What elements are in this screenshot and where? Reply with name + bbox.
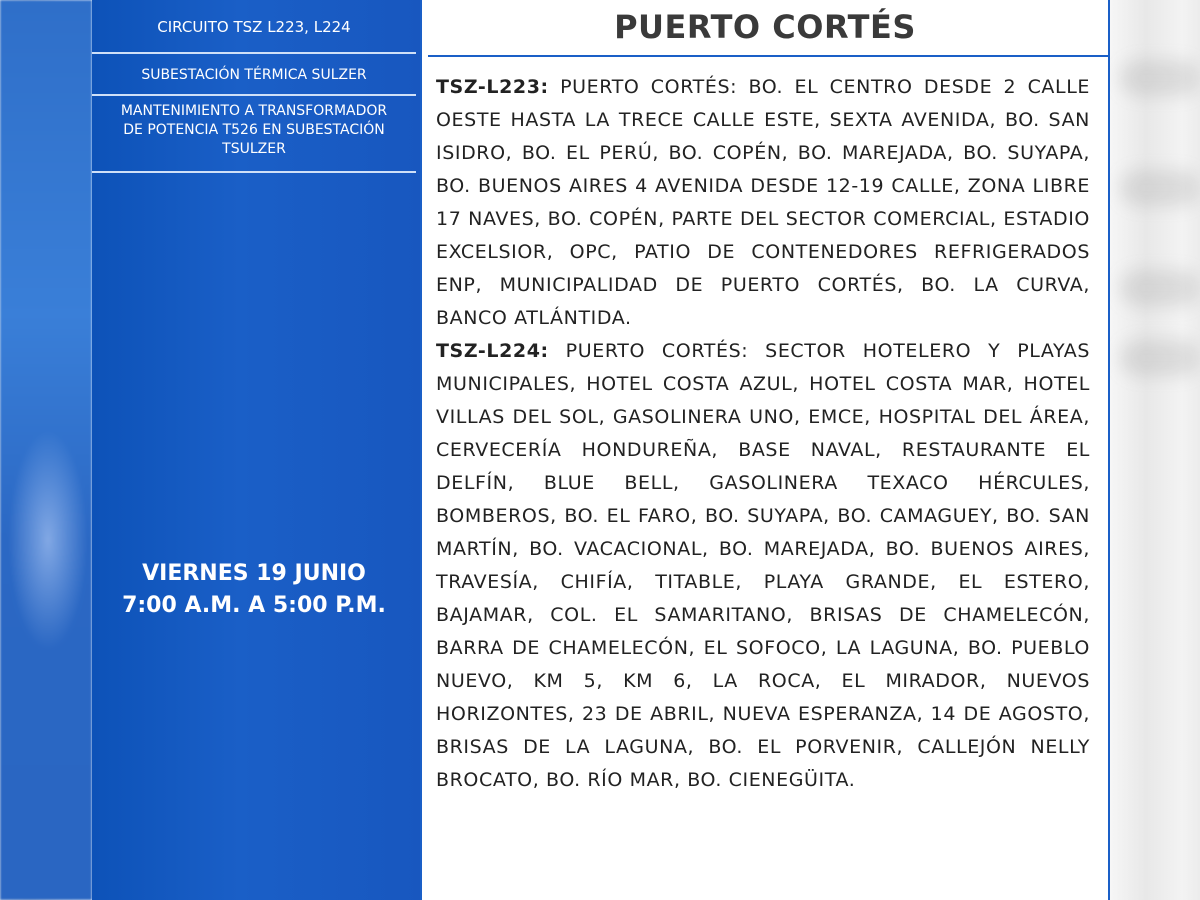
circuit-areas: PUERTO CORTÉS: BO. EL CENTRO DESDE 2 CALLE OESTE HASTA LA TRECE CALLE ESTE, SEXTA AVENIDA, BO. SAN ISIDRO, BO. EL PERÚ, BO. COPÉN, BO. MAREJADA, BO. SUYAPA, BO. BUENOS AIRES 4 AVENIDA DESDE 12-19 CALLE, ZONA LIBRE 17 NAVES, BO. COPÉN, PARTE DEL SECTOR COMERCIAL, ESTADIO EXCELSIOR, OPC, PATIO DE CONTENEDORES REFRIGERADOS ENP, MUNICIPALIDAD DE PUERTO CORTÉS, BO. LA CURVA, BANCO ATLÁNTIDA. — [436, 76, 1091, 329]
work-description — [92, 100, 416, 170]
work-description-line: DE POTENCIA T526 EN SUBESTACIÓN — [123, 122, 385, 138]
location-title: PUERTO CORTÉS — [614, 8, 916, 46]
work-description-line: TSULZER — [222, 141, 286, 157]
affected-areas-list — [436, 71, 1090, 797]
background-blob — [1120, 340, 1200, 376]
divider — [92, 52, 416, 54]
schedule — [92, 558, 416, 622]
background-blob — [1120, 60, 1200, 96]
circuit-label: CIRCUITO TSZ L223, L224 — [157, 18, 351, 36]
background-blob — [1120, 170, 1200, 206]
circuit-areas: PUERTO CORTÉS: SECTOR HOTELERO Y PLAYAS MUNICIPALES, HOTEL COSTA AZUL, HOTEL COSTA MAR, HOTEL VILLAS DEL SOL, GASOLINERA UNO, EMCE, HOSPITAL DEL ÁREA, CERVECERÍA HONDUREÑA, BASE NAVAL, RESTAURANTE EL DELFÍN, BLUE BELL, GASOLINERA TEXACO HÉRCULES, BOMBEROS, BO. EL FARO, BO. SUYAPA, BO. CAMAGUEY, BO. SAN MARTÍN, BO. VACACIONAL, BO. MAREJADA, BO. BUENOS AIRES, TRAVESÍA, CHIFÍA, TITABLE, PLAYA GRANDE, EL ESTERO, BAJAMAR, COL. EL SAMARITANO, BRISAS DE CHAMELECÓN, BARRA DE CHAMELECÓN, EL SOFOCO, LA LAGUNA, BO. PUEBLO NUEVO, KM 5, KM 6, LA ROCA, EL MIRADOR, NUEVOS HORIZONTES, 23 DE ABRIL, NUEVA ESPERANZA, 14 DE AGOSTO, BRISAS DE LA LAGUNA, BO. EL PORVENIR, CALLEJÓN NELLY BROCATO, BO. RÍO MAR, BO. CIENEGÜITA. — [436, 340, 1091, 791]
title-divider — [428, 55, 1108, 57]
substation-label: SUBESTACIÓN TÉRMICA SULZER — [141, 67, 367, 83]
affected-areas-panel — [420, 0, 1110, 900]
schedule-date: VIERNES 19 JUNIO — [142, 561, 366, 586]
divider — [92, 171, 416, 173]
circuit-section — [436, 71, 1090, 335]
outage-info-panel — [92, 0, 420, 900]
circuit-section — [436, 335, 1090, 797]
circuit-code: TSZ-L223: — [436, 76, 549, 98]
work-description-line: MANTENIMIENTO A TRANSFORMADOR — [120, 103, 388, 119]
background-right-blur — [1110, 0, 1200, 900]
background-blob — [1120, 270, 1200, 306]
divider — [92, 94, 416, 96]
background-left-blur — [0, 0, 92, 900]
circuit-code: TSZ-L224: — [436, 340, 549, 362]
schedule-time: 7:00 A.M. A 5:00 P.M. — [122, 593, 386, 618]
